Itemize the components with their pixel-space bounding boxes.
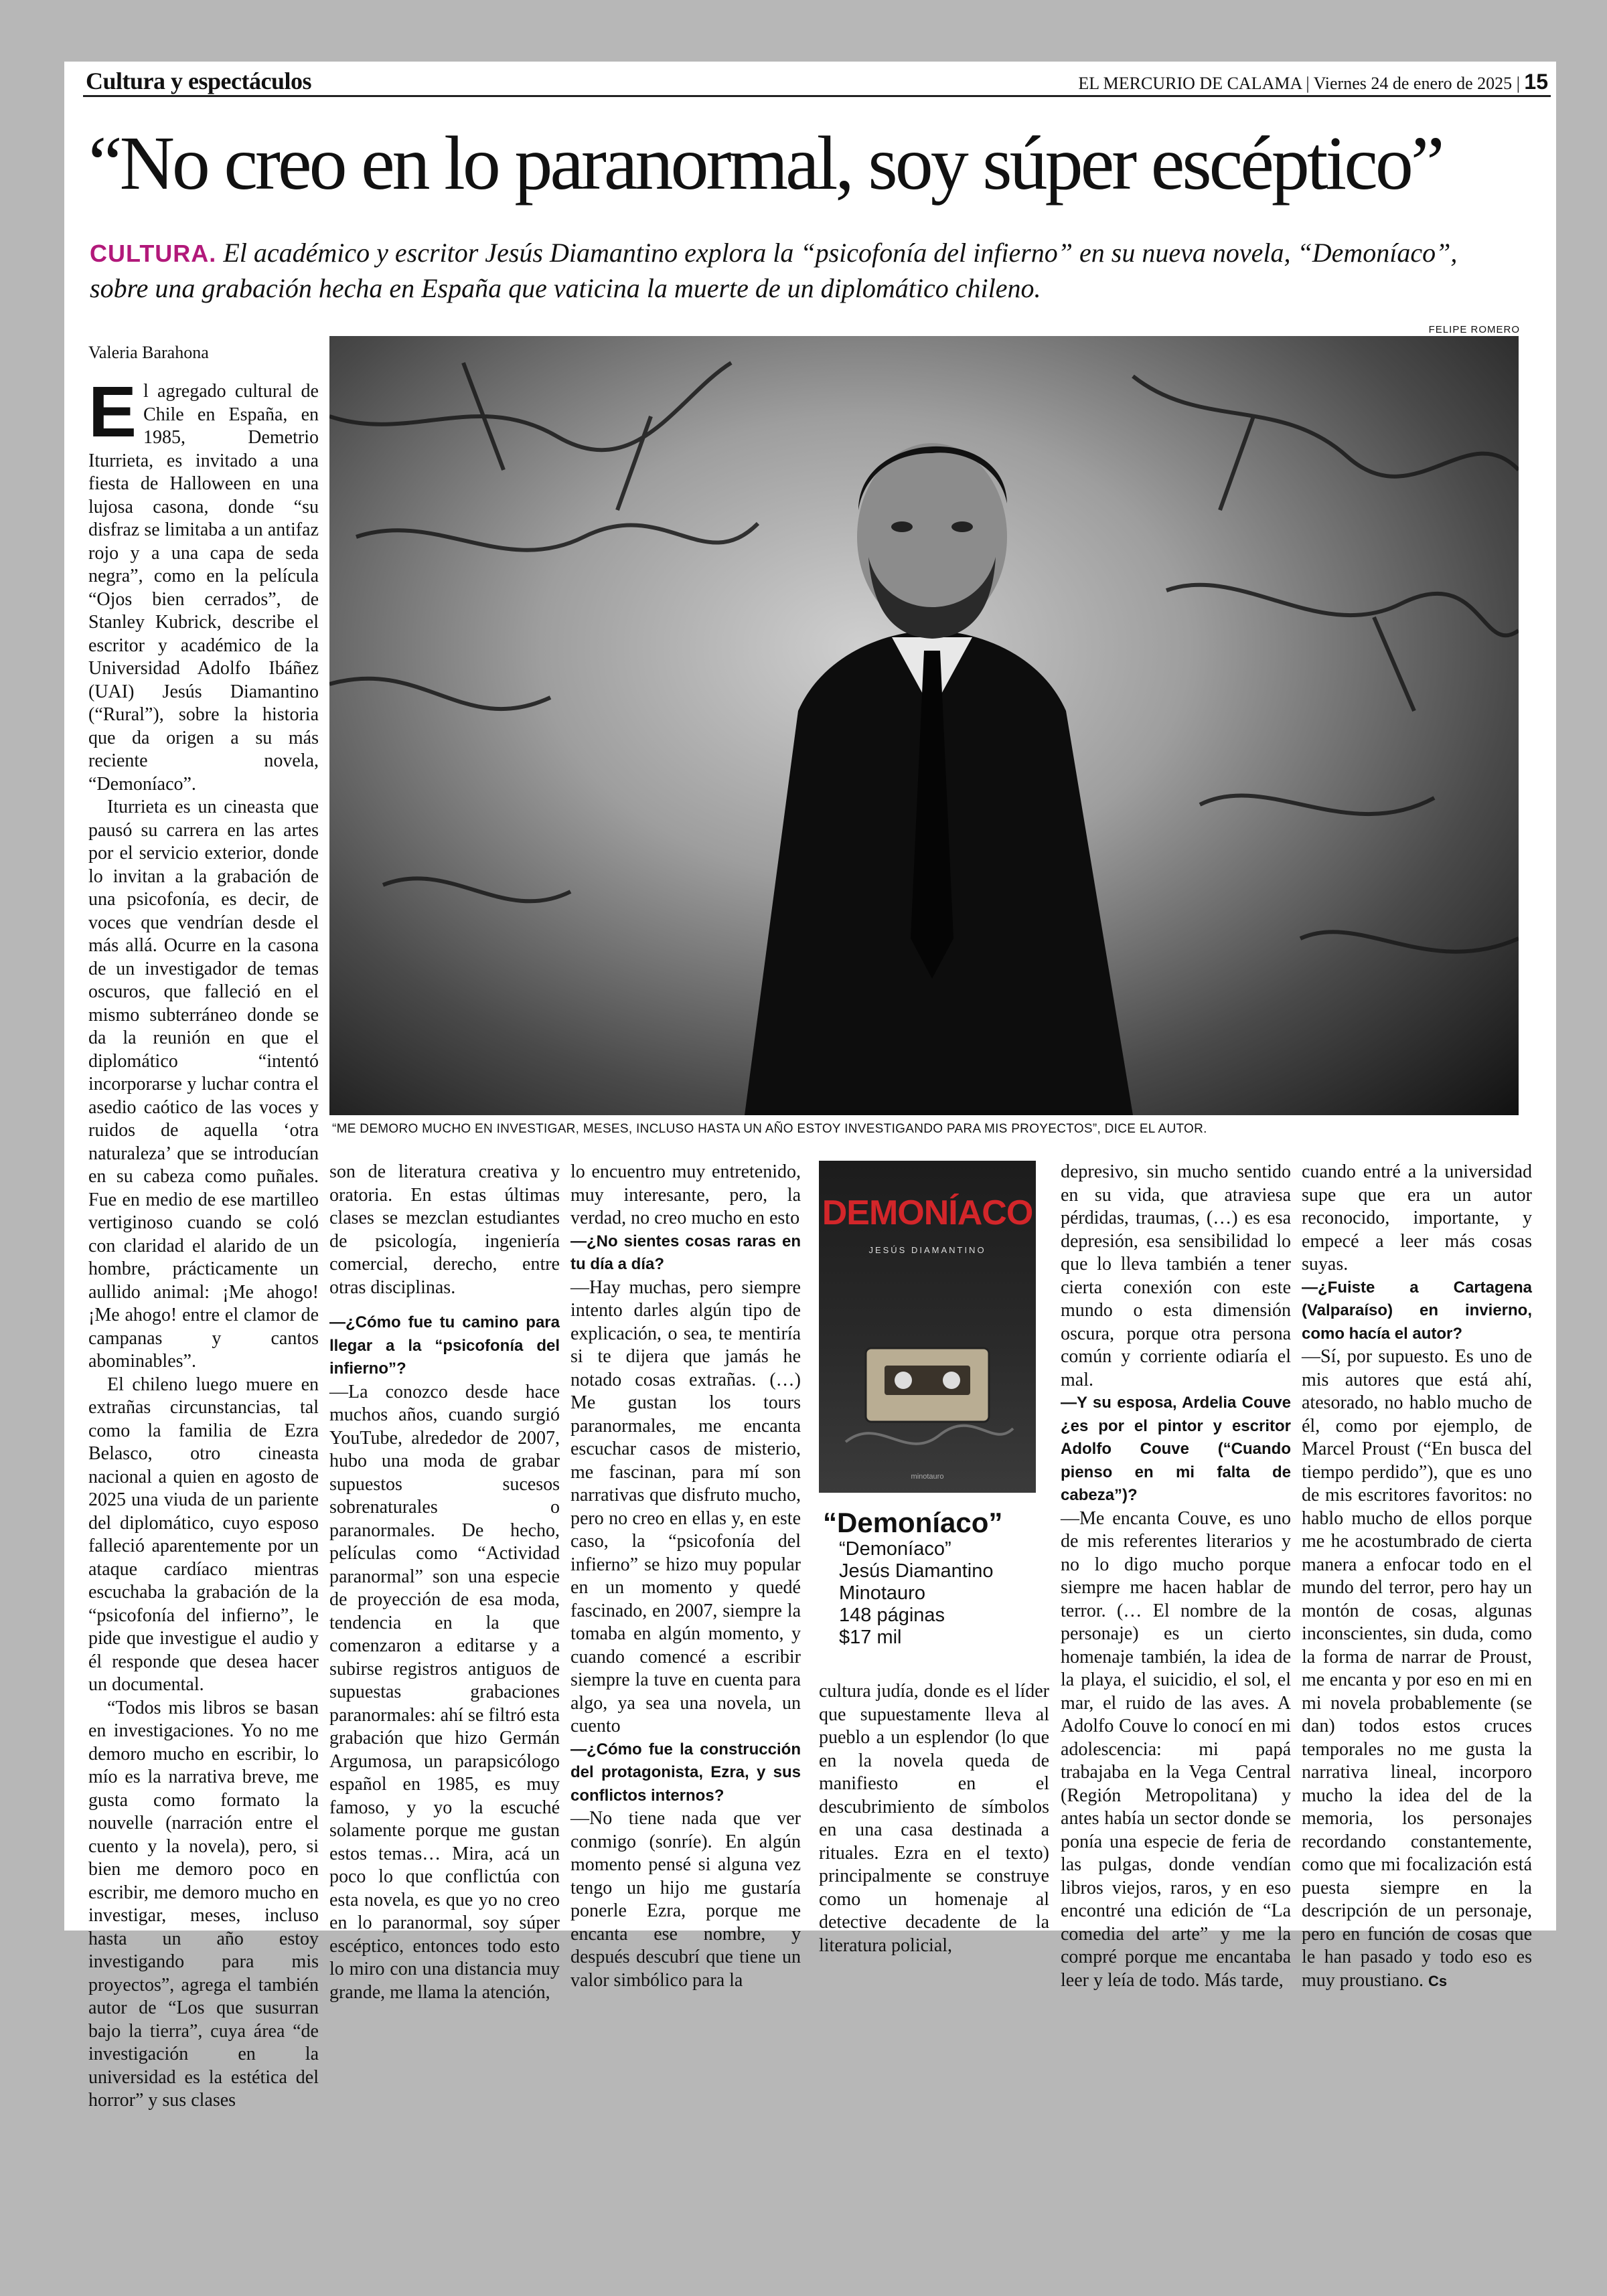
book-info-line: 148 páginas xyxy=(839,1605,945,1626)
article-column-2 xyxy=(329,1161,560,2004)
masthead: EL MERCURIO DE CALAMA | Viernes 24 de enero de 2025 | 15 xyxy=(1078,70,1548,94)
article-column-3 xyxy=(570,1161,801,1992)
lede-text: El académico y escritor Jesús Diamantino explora la “psicofonía del infierno” en su nueva novela, “Demoníaco”, sobre una grabación hecha en España que vaticina la muerte de un diplomático chileno. xyxy=(90,238,1458,303)
paragraph: —No tiene nada que ver conmigo (sonríe). En algún momento pensé si alguna vez tengo un hijo me gustaría ponerle Ezra, porque me encanta ese nombre, y después descubrí que tiene un valor simbólico para la xyxy=(570,1808,801,1991)
portrait-figure xyxy=(745,443,1133,1115)
book-cover-title: DEMONÍACO xyxy=(822,1194,1033,1232)
author-photo xyxy=(329,336,1519,1115)
book-info-line: $17 mil xyxy=(839,1627,902,1648)
article-column-5 xyxy=(1061,1161,1291,1992)
book-info-line: Minotauro xyxy=(839,1582,925,1604)
lede-kicker: CULTURA. xyxy=(90,240,217,267)
interview-question: —Y su esposa, Ardelia Couve ¿es por el pintor y escritor Adolfo Couve (“Cuando pienso en mi falta de cabeza”)? xyxy=(1061,1394,1291,1504)
paragraph: cultura judía, donde es el líder que supuestamente lleva al pueblo a un esplendor (lo que en la novela queda de manifiesto en el descubrimiento de símbolos en una casa destinada a rituales. Ezra en el texto) principalmente se construye como un homenaje al detective decadente de la literatura policial, xyxy=(819,1681,1049,1956)
photo-caption: “ME DEMORO MUCHO EN INVESTIGAR, MESES, INCLUSO HASTA UN AÑO ESTOY INVESTIGANDO PARA MIS PROYECTOS”, DICE EL AUTOR. xyxy=(332,1122,1207,1136)
interview-question: —¿Fuiste a Cartagena (Valparaíso) en invierno, como hacía el autor? xyxy=(1302,1278,1532,1343)
cassette-illustration xyxy=(819,1161,1036,1493)
book-cover-publisher: minotauro xyxy=(911,1473,944,1481)
paragraph: son de literatura creativa y oratoria. En estas últimas clases se mezclan estudiantes de psicología, ingeniería comercial, derecho, entre otras disciplinas. xyxy=(329,1161,560,1298)
book-info xyxy=(823,1507,1037,1649)
paragraph: El agregado cultural de Chile en España, en 1985, Demetrio Iturrieta, es invitado a una fiesta de Halloween en una lujosa casona, donde “su disfraz se limitaba a un antifaz rojo y a una capa de seda negra”, como en la película “Ojos bien cerrados”, de Stanley Kubrick, describe el escritor y académico de la Universidad Adolfo Ibáñez (UAI) Jesús Diamantino (“Rural”), sobre la historia que da origen a su más reciente novela, “Demoníaco”. xyxy=(88,371,319,795)
paragraph: —Sí, por supuesto. Es uno de mis autores que está ahí, atesorado, no hablo mucho de él, como por ejemplo, de Marcel Proust (“En busca del tiempo perdido”), que es uno de mis escritores favoritos: no hablo mucho de ellos porque me he acostumbrado de cierta manera a enfocar todo en el mundo del terror, pero hay un montón de cosas, algunas inconscientes, sin duda, como la forma de narrar de Proust, me encanta y por eso en mi en mi novela probablemente (se dan) todos estos cruces temporales no me gusta la narrativa lineal, incorporo mucho la idea del de la memoria, los personajes recordando constantemente, como que mi focalización está puesta siempre en la descripción de un personaje, pero en función de cosas que le han pasado y todo eso es muy proustiano. Cs xyxy=(1302,1346,1532,1991)
author-photo-illustration xyxy=(329,336,1519,1115)
paragraph: —Me encanta Couve, es uno de mis referentes literarios y no lo digo mucho porque siempre me hacen hablar de terror. (… El nombre de la personaje) es un cierto homenaje también, la idea de la playa, el suicidio, el sol, el mar, el ruido de las aves. A Adolfo Couve lo conocí en mi adolescencia: mi papá trabajaba en la Vega Central (Región Metropolitana) y antes había un sector donde se ponía una especie de feria de las pulgas, donde vendían libros viejos, raros, y en eso encontré una edición de “La comedia del arte” y me la compré porque me encantaba leer y leía de todo. Más tarde, xyxy=(1061,1507,1291,1991)
header-rule xyxy=(83,95,1551,97)
article-column-1 xyxy=(88,371,319,2113)
paragraph: “Todos mis libros se basan en investigaciones. Yo no me demoro mucho en escribir, lo mío es la narrativa breve, me gusta como formato la nouvelle (narración entre el cuento y la novela), pero, si bien me demoro poco en escribir, me demoro mucho en investigar, meses, incluso hasta un año estoy investigando para mis proyectos”, agrega el también autor de “Los que susurran bajo la tierra”, cuya área “de investigación en la universidad es la estética del horror” y sus clases xyxy=(88,1697,319,2111)
issue-date: Viernes 24 de enero de 2025 xyxy=(1313,74,1513,93)
lede xyxy=(90,236,1496,306)
article-column-4 xyxy=(819,1680,1049,1957)
paragraph: —Hay muchas, pero siempre intento darles algún tipo de explicación, o sea, te mentiría si te dijera que jamás he notado cosas extrañas. (…) Me gustan los tours paranormales, me encanta escuchar casos de misterio, me fascinan, para mí son narrativas que disfruto mucho, pero no creo en ellas y, en este caso, la “psicofonía del infierno” se hizo muy popular en un momento y quedé fascinado, en 2007, siempre la tomaba en algún momento, y cuando comencé a escribir siempre la tuve en cuenta para algo, ya sea una novela, un cuento xyxy=(570,1277,801,1736)
book-cover xyxy=(819,1161,1036,1493)
paragraph: Iturrieta es un cineasta que pausó su carrera en las artes por el servicio exterior, donde lo invitan a la grabación de una psicofonía, es decir, de voces que vendrían desde el más allá. Ocurre en la casona de un investigador de temas oscuros, que falleció en el mismo subterráneo donde se da la reunión en que el diplomático “intentó incorporarse y luchar contra el asedio caótico de las voces y ruidos de aquella ‘otra naturaleza’ que se introducían en su cabeza como puñales. Fue en medio de ese martilleo vertiginoso cuando se coló con claridad el alarido de un hombre, prácticamente un aullido animal: ¡Me ahogo! ¡Me ahogo! entre el clamor de campanas y cantos abominables”. xyxy=(88,797,319,1372)
book-info-line: “Demoníaco” xyxy=(839,1538,951,1560)
book-info-line: Jesús Diamantino xyxy=(839,1560,994,1582)
photo-credit: FELIPE ROMERO xyxy=(1428,324,1520,335)
paragraph: El chileno luego muere en extrañas circunstancias, tal como la familia de Ezra Belasco, otro cineasta nacional a quien en agosto de 2025 una viuda de un pariente del diplomático, cuyo esposo falleció aparentemente por un ataque cardíaco mientras escuchaba la grabación de la “psicofonía del infierno”, le pide que investigue el audio y él responde que desea hacer un documental. xyxy=(88,1374,319,1695)
book-cover-author: JESÚS DIAMANTINO xyxy=(868,1245,986,1255)
paragraph: —La conozco desde hace muchos años, cuando surgió YouTube, alrededor de 2007, hubo una moda de grabar supuestos sucesos sobrenaturales o paranormales. De hecho, películas como “Actividad paranormal” son una especie de proyección de esa moda, tendencia en la que comenzaron a editarse y a subirse registros antiguos de supuestas grabaciones paranormales: ahí se filtró esta grabación que hizo Germán Argumosa, un parapsicólogo español en 1985, es muy famoso, y yo la escuché solamente porque me gustan estos temas… Mira, acá un poco lo que conflictúa con esta novela, es que yo no creo en lo paranormal, soy súper escéptico, entonces todo esto lo miro con una distancia muy grande, me llama la atención, xyxy=(329,1381,560,2003)
interview-question: —¿Cómo fue tu camino para llegar a la “psicofonía del infierno”? xyxy=(329,1313,560,1378)
interview-question: —¿Cómo fue la construcción del protagonista, Ezra, y sus conflictos internos? xyxy=(570,1740,801,1805)
book-info-title: “Demoníaco” xyxy=(823,1507,1003,1538)
newspaper-page xyxy=(64,62,1556,2111)
paragraph: cuando entré a la universidad supe que era un autor reconocido, importante, y empecé a leer más cosas suyas. xyxy=(1302,1161,1532,1275)
page-number: 15 xyxy=(1524,70,1548,94)
end-mark: Cs xyxy=(1428,1972,1448,1989)
interview-question: —¿No sientes cosas raras en tu día a día? xyxy=(570,1232,801,1273)
paragraph: lo encuentro muy entretenido, muy interesante, pero, la verdad, no creo mucho en esto xyxy=(570,1161,801,1228)
section-title: Cultura y espectáculos xyxy=(86,68,311,94)
headline: “No creo en lo paranormal, soy súper escéptico” xyxy=(88,120,1442,206)
newspaper-name: EL MERCURIO DE CALAMA xyxy=(1078,74,1302,93)
paragraph: depresivo, sin mucho sentido en su vida, que atraviesa pérdidas, traumas, (…) es esa depresión, esa sensibilidad lo que lo lleva también a tener cierta conexión con este mundo o esta dimensión oscura, porque otra persona común y corriente odiaría el mal. xyxy=(1061,1161,1291,1390)
drop-cap: E xyxy=(88,371,137,452)
byline: Valeria Barahona xyxy=(88,343,209,362)
article-column-6 xyxy=(1302,1161,1532,1993)
